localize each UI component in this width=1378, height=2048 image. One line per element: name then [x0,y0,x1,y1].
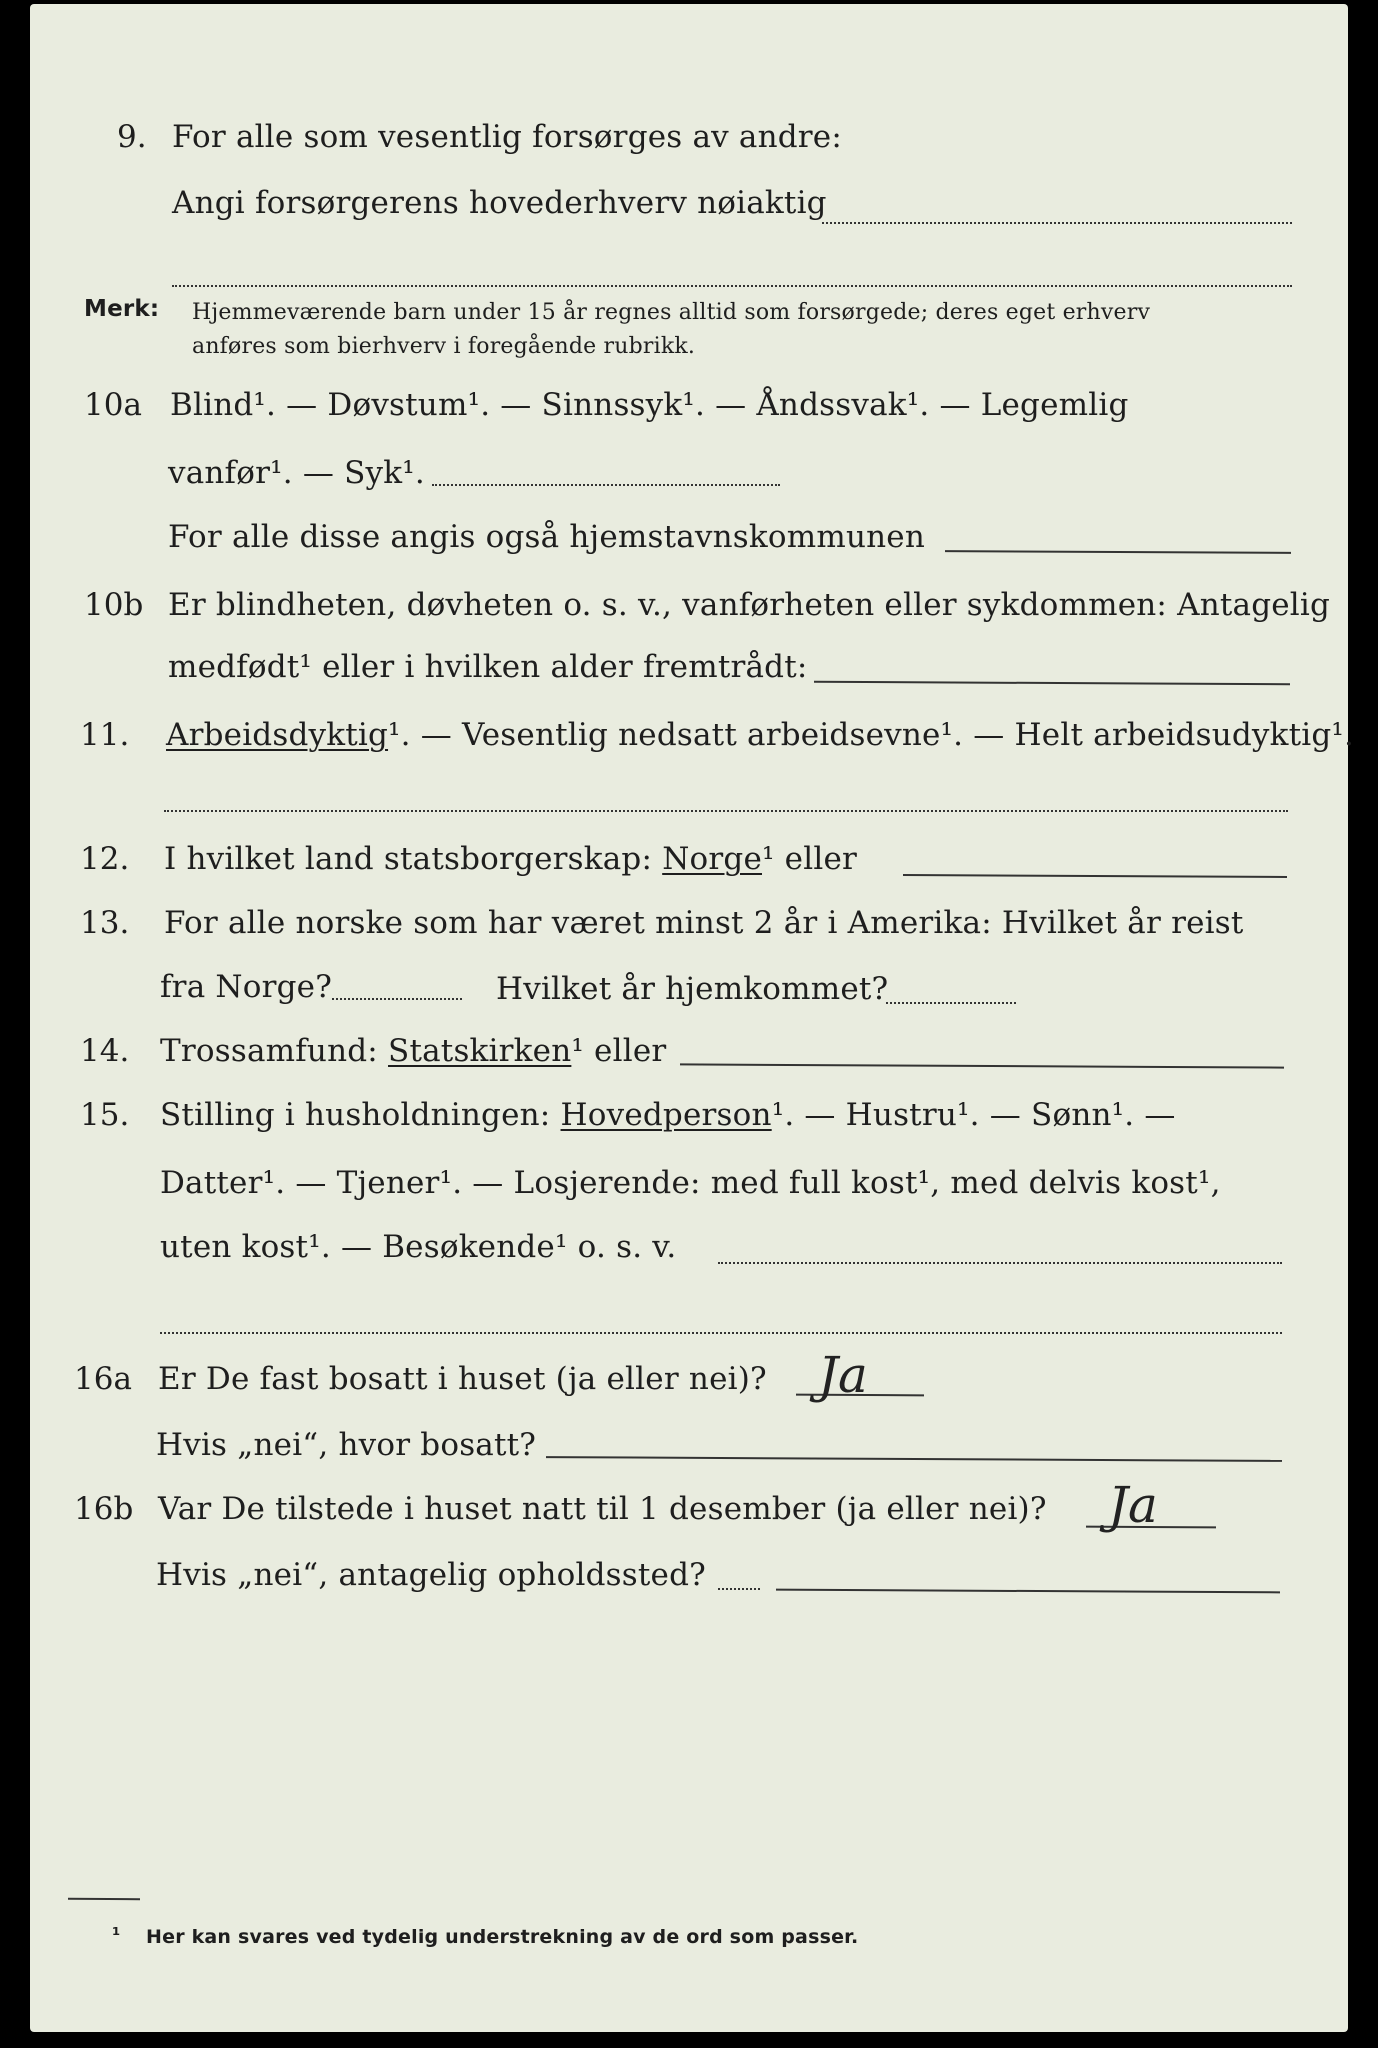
question-number: 12. [80,841,130,877]
question-text: Var De tilstede i huset natt til 1 desember (ja eller nei)? [158,1491,1047,1527]
question-text-post: ¹. — Hustru¹. — Sønn¹. — [771,1097,1176,1133]
answer-line[interactable] [332,998,462,1000]
question-text: Hvis „nei“, antagelig opholdssted? [156,1557,706,1593]
footnote-rule [68,1898,140,1900]
question-text [166,717,1355,753]
selected-answer: Hovedperson [560,1097,772,1133]
question-text-pre: Trossamfund: [160,1033,378,1069]
question-text-post: ¹ eller [762,841,858,877]
answer-line[interactable] [432,484,780,486]
question-number: 16b [74,1491,134,1527]
note-text: Hjemmeværende barn under 15 år regnes alltid som forsørgede; deres eget erhverv [192,300,1151,325]
question-text: Blind¹. — Døvstum¹. — Sinnssyk¹. — Åndssvak¹. — Legemlig [170,387,1129,423]
selected-answer: Norge [662,841,762,877]
question-number: 10a [84,387,142,423]
question-text: Er blindheten, døvheten o. s. v., vanførheten eller sykdommen: Antagelig [168,587,1331,623]
question-number: 13. [80,905,130,941]
handwritten-answer: Ja [818,1346,868,1404]
question-text: Datter¹. — Tjener¹. — Losjerende: med full kost¹, med delvis kost¹, [160,1165,1221,1201]
answer-line[interactable] [822,222,1292,224]
question-number: 16a [74,1361,132,1397]
question-text [164,841,858,877]
answer-line[interactable] [718,1588,760,1590]
question-text [160,1033,667,1069]
answer-line[interactable] [886,1002,1016,1004]
question-text: Er De fast bosatt i huset (ja eller nei)? [158,1361,767,1397]
question-text-pre: Stilling i husholdningen: [160,1097,551,1133]
question-number: 15. [80,1097,130,1133]
question-text [160,1097,1176,1133]
question-text-post: ¹ eller [571,1033,667,1069]
question-text: For alle som vesentlig forsørges av andre: [172,119,842,155]
question-text: vanfør¹. — Syk¹. [168,455,425,491]
answer-line[interactable] [164,810,1288,812]
question-number: 11. [80,717,130,753]
question-number: 14. [80,1033,130,1069]
question-text: Angi forsørgerens hovederhverv nøiaktig [172,185,827,221]
question-text: Hvilket år hjemkommet? [496,971,889,1007]
question-text-rest: ¹. — Vesentlig nedsatt arbeidsevne¹. — Helt arbeidsudyktig¹. [388,717,1355,753]
note-label: Merk: [84,296,160,322]
answer-line[interactable] [718,1262,1282,1264]
question-text-pre: I hvilket land statsborgerskap: [164,841,653,877]
question-text: medfødt¹ eller i hvilken alder fremtrådt: [168,649,808,685]
note-text: anføres som bierhverv i foregående rubrikk. [192,334,696,359]
question-text: fra Norge? [160,969,333,1005]
question-number: 9. [117,119,147,155]
question-number: 10b [84,587,144,623]
answer-line[interactable] [172,285,1292,287]
footnote-text: Her kan svares ved tydelig understrekning av de ord som passer. [146,1926,859,1948]
answer-line[interactable] [160,1332,1282,1334]
selected-answer: Statskirken [388,1033,572,1069]
handwritten-answer: Ja [1108,1476,1158,1534]
question-text: uten kost¹. — Besøkende¹ o. s. v. [160,1229,677,1265]
question-text: For alle norske som har været minst 2 år i Amerika: Hvilket år reist [164,905,1244,941]
footnote-marker: ¹ [112,1924,121,1946]
selected-answer: Arbeidsdyktig [166,717,389,753]
question-text: For alle disse angis også hjemstavnskommunen [168,519,925,555]
question-text: Hvis „nei“, hvor bosatt? [156,1427,537,1463]
